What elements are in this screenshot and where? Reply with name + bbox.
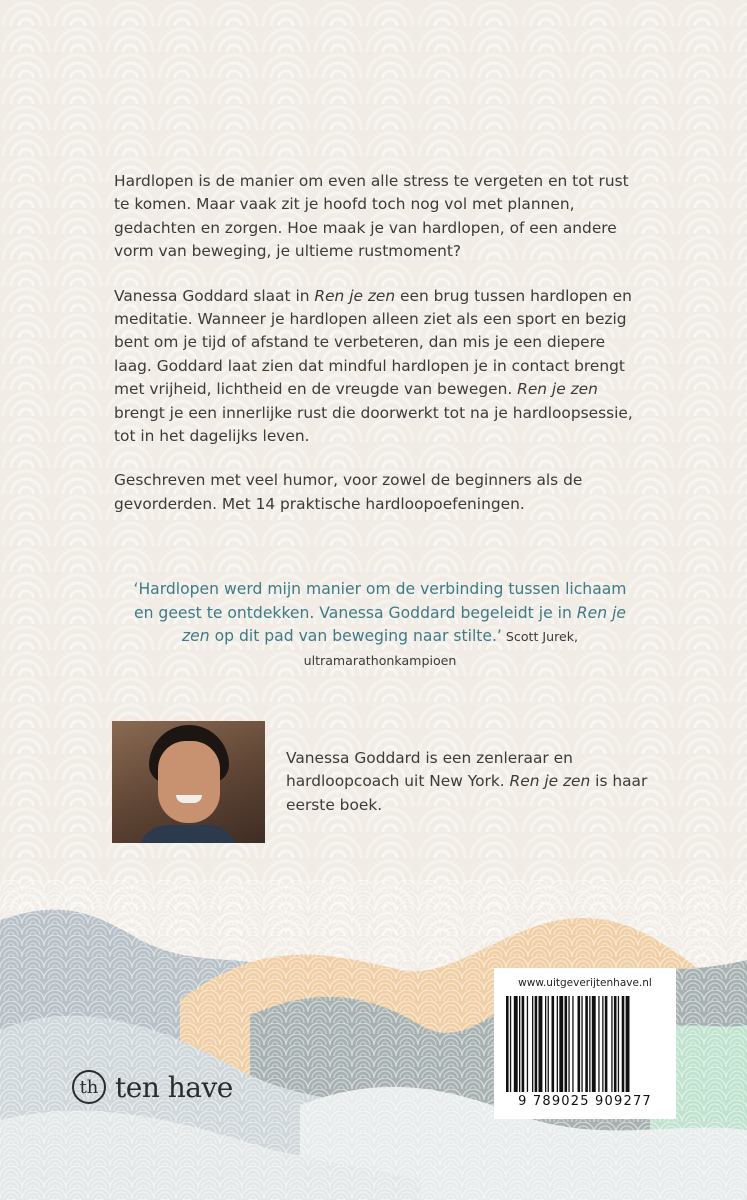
- barcode-bar: [592, 996, 596, 1092]
- barcode-bar: [598, 996, 599, 1092]
- book-title: Ren je zen: [181, 603, 626, 646]
- barcode-bar: [589, 996, 590, 1092]
- barcode-bar: [506, 996, 509, 1092]
- barcode: [504, 996, 666, 1092]
- barcode-bar: [510, 996, 511, 1092]
- barcode-bar: [626, 996, 630, 1092]
- barcode-bar: [545, 996, 546, 1092]
- barcode-bar: [568, 996, 569, 1092]
- book-title: Ren je zen: [314, 286, 396, 305]
- isbn-number: 9 789025 909277: [518, 1094, 652, 1109]
- barcode-bar: [602, 996, 603, 1092]
- barcode-bar: [585, 996, 588, 1092]
- barcode-panel: [494, 968, 676, 1119]
- publisher-url: www.uitgeverijtenhave.nl: [518, 977, 652, 989]
- barcode-bar: [611, 996, 612, 1092]
- author-bio: Vanessa Goddard is een zenleraar en hardloopcoach uit New York. Ren je zen is haar eerste boek.: [286, 749, 648, 814]
- quote-attribution: Scott Jurek, ultramarathonkampioen: [303, 629, 579, 668]
- book-title: Ren je zen: [517, 380, 598, 399]
- barcode-bar: [565, 996, 568, 1092]
- barcode-bar: [532, 996, 533, 1092]
- barcode-bar: [559, 996, 563, 1092]
- barcode-bar: [618, 996, 619, 1092]
- author-photo: [112, 721, 265, 843]
- barcode-bar: [622, 996, 625, 1092]
- book-title: Ren je zen: [509, 772, 591, 791]
- barcode-bar: [557, 996, 558, 1092]
- endorsement-quote: ‘Hardlopen werd mijn manier om de verbinding tussen lichaam en geest te ontdekken. Vanessa Goddard begeleidt je in Ren je zen op dit pad van beweging naar stilte.’ Scott Jurek, ultramarathonkampioen: [133, 580, 627, 668]
- barcode-bar: [522, 996, 525, 1092]
- blurb-paragraph-1: Hardlopen is de manier om even alle stress te vergeten en tot rust te komen. Maar vaak zit je hoofd toch nog vol met plannen, gedachten en zorgen. Hoe maak je van hardlopen, of een andere vorm van beweging, je ultieme rustmoment?: [114, 172, 629, 261]
- blurb-paragraph-3: Geschreven met veel humor, voor zowel de beginners als de gevorderden. Met 14 praktische hardloopoefeningen.: [114, 471, 583, 513]
- barcode-bar: [527, 996, 528, 1092]
- barcode-bar: [578, 996, 581, 1092]
- barcode-bar: [548, 996, 549, 1092]
- barcode-bar: [519, 996, 520, 1092]
- barcode-bar: [572, 996, 573, 1092]
- barcode-bar: [614, 996, 617, 1092]
- publisher-mark: th: [72, 1070, 106, 1104]
- barcode-bar: [552, 996, 555, 1092]
- barcode-bar: [539, 996, 543, 1092]
- barcode-bar: [581, 996, 582, 1092]
- barcode-bar: [514, 996, 518, 1092]
- publisher-name: ten have: [115, 1070, 233, 1104]
- publisher-logo: [72, 1070, 233, 1104]
- blurb-paragraph-2: Vanessa Goddard slaat in Ren je zen een brug tussen hardlopen en meditatie. Wanneer je hardlopen alleen ziet als een sport en bezig bent om je tijd of afstand te verbeteren, dan mis je een diepere laag. Goddard laat zien dat mindful hardlopen je in contact brengt met vrijheid, lichtheid en de vreugde van bewegen. Ren je zen brengt je een innerlijke rust die doorwerkt tot na je hardloopsessie, tot in het dagelijks leven.: [114, 286, 633, 446]
- barcode-bar: [535, 996, 538, 1092]
- barcode-bar: [605, 996, 608, 1092]
- blurb: [114, 170, 642, 537]
